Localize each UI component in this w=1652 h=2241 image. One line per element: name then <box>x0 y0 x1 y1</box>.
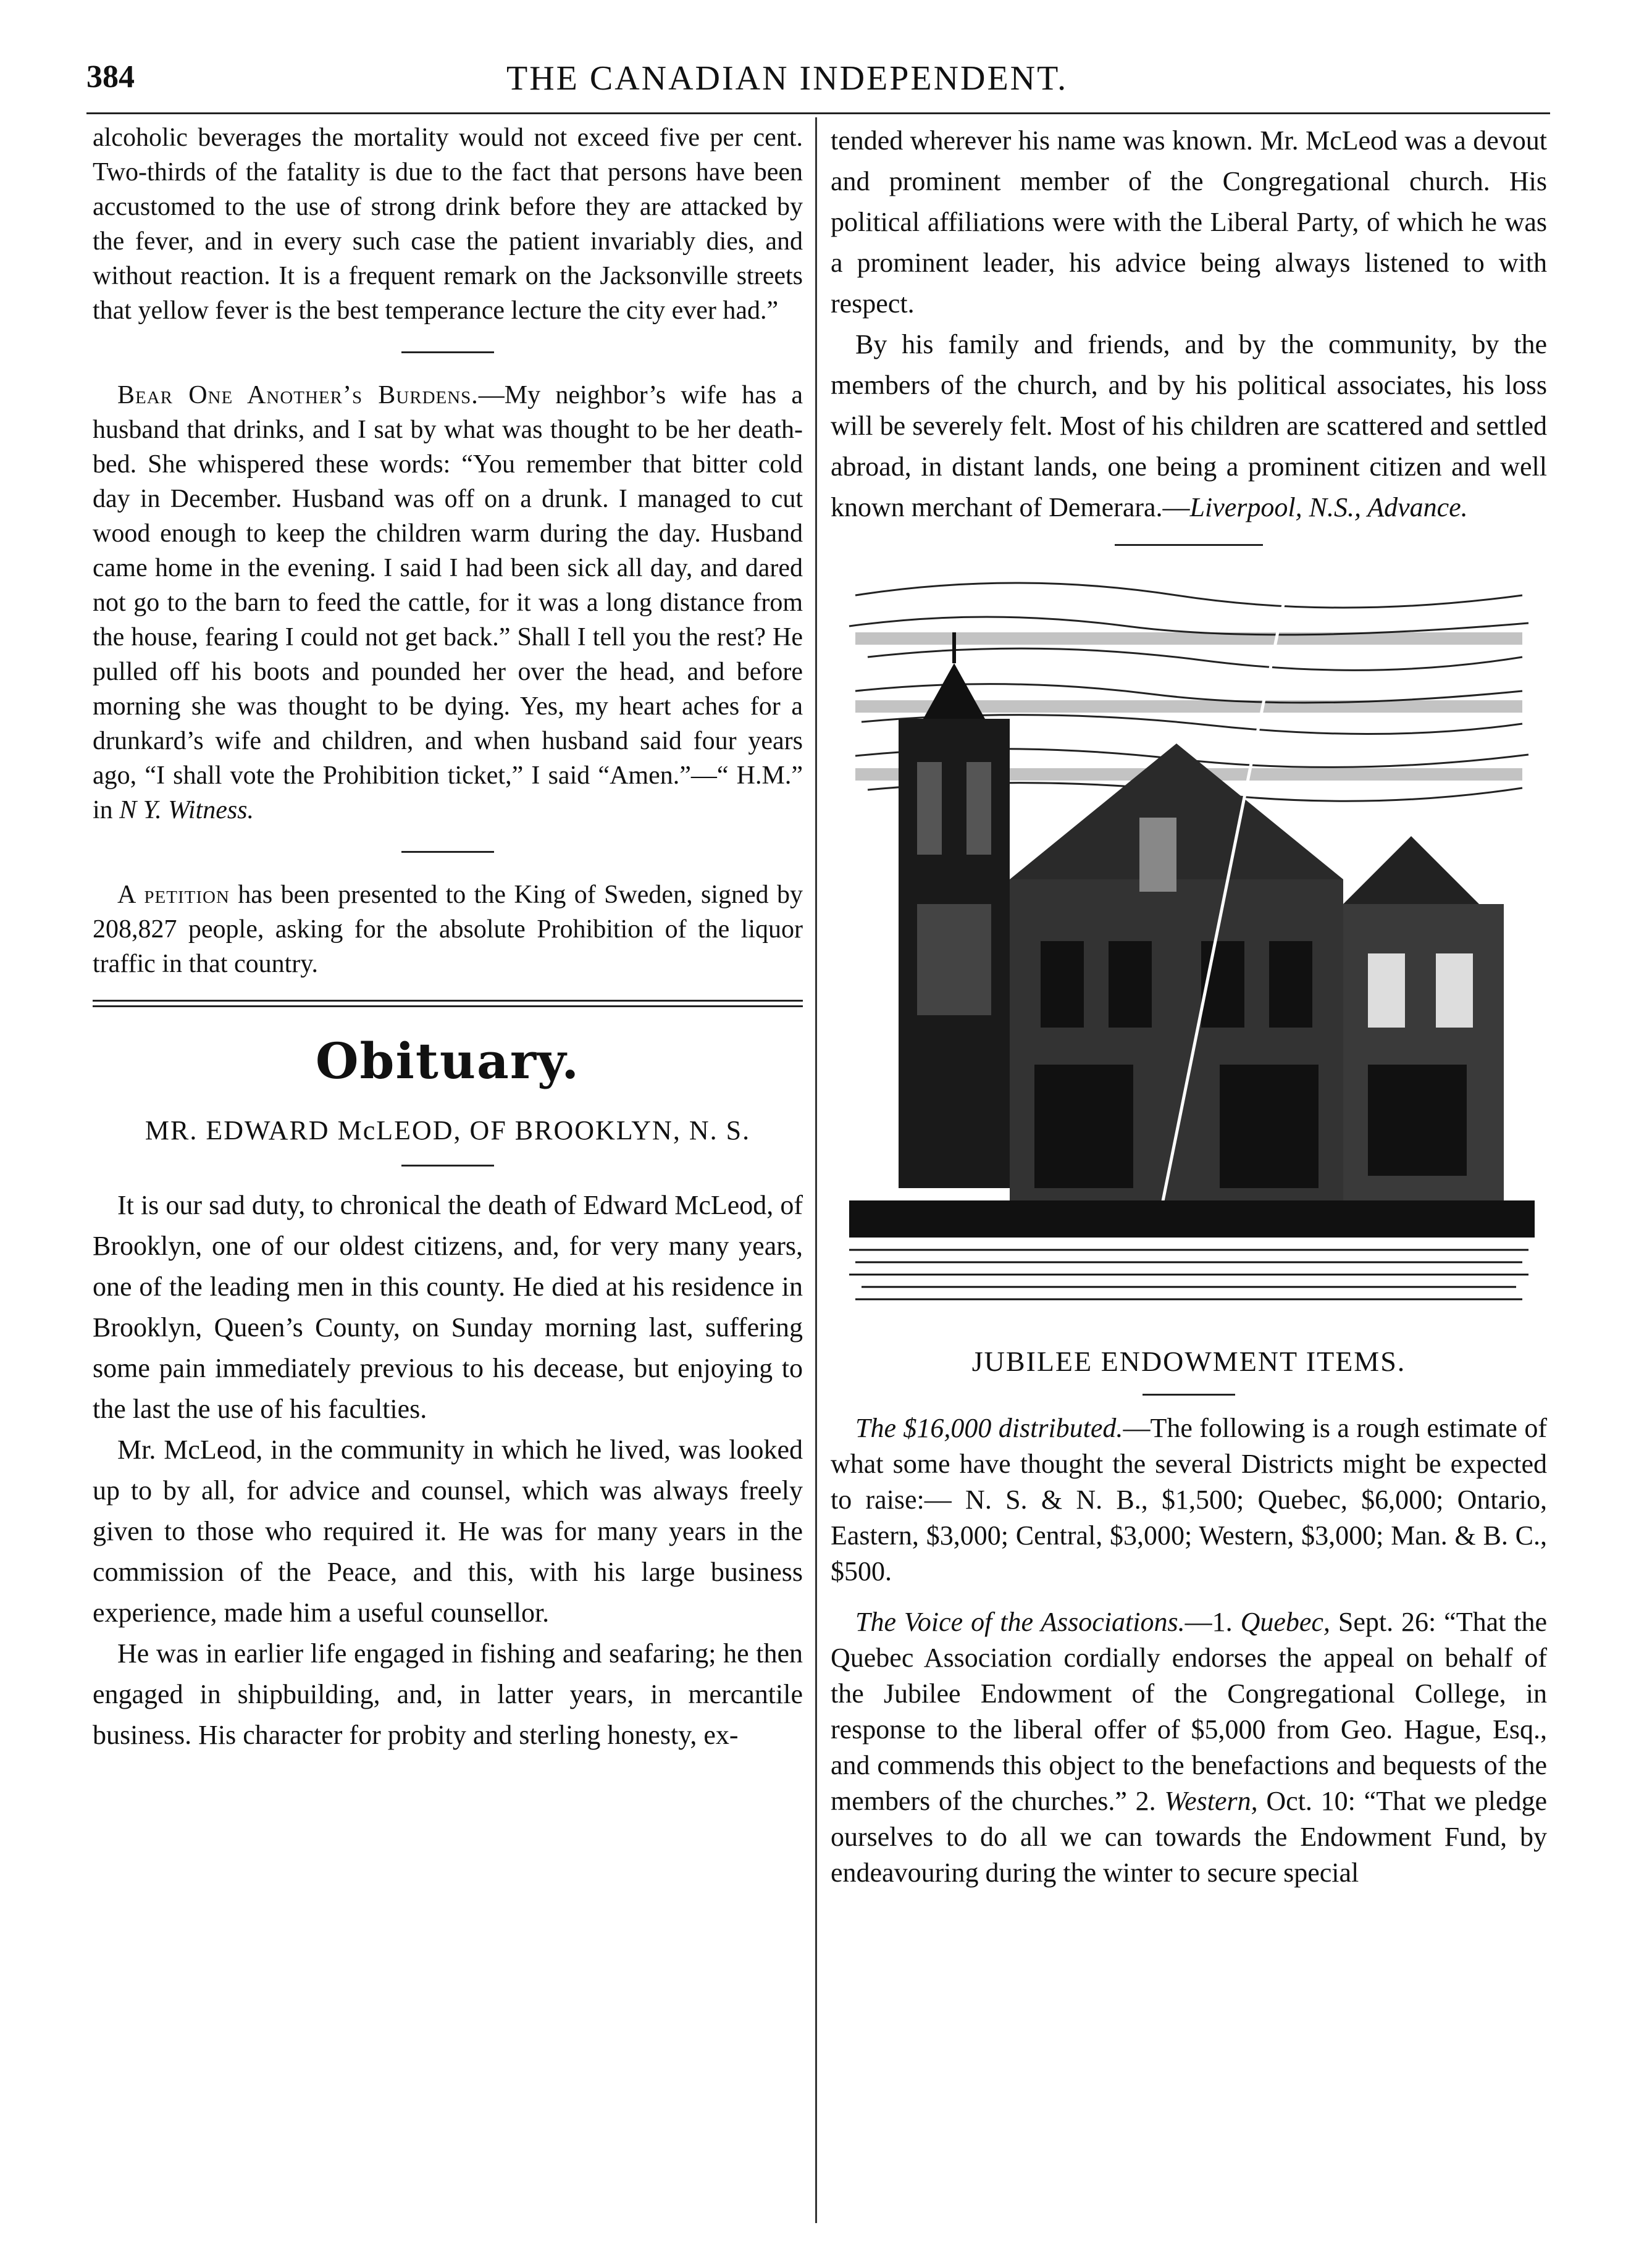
jubilee-item-2-part-b: Sept. 26: “That the Quebec Association cordially endorses the appeal on behalf of the Jubilee Endowment of the Congregational College, in response to the liberal offer of $5,000 from Geo. Hague, Esq., and commends this object to the benefactions and bequests of the members of the churches.” 2. <box>831 1607 1548 1816</box>
double-rule <box>93 1000 803 1007</box>
right-column <box>831 120 1547 1891</box>
burdens-body: —My neighbor’s wife has a husband that drinks, and I sat by what was thought to be her death-bed. She whispered these words: “You remember that bitter cold day in December. Husband was off on a drunk. I managed to cut wood enough to keep the children warm during the day. Husband came home in the evening. I said I had been sick all day, and dared not go to the barn to feed the cattle, for it was a long distance from the house, fearing I could not get back.” Shall I tell you the rest? He pulled off his boots and pounded her over the head, and before morning she was thought to be dying. Yes, my heart aches for a drunkard’s wife and children, and when husband said four years ago, “I shall vote the Prohibition ticket,” I said “Amen.”—“ H.M.” in <box>93 381 803 824</box>
obituary-closing <box>831 324 1547 528</box>
section-rule <box>1143 1394 1235 1396</box>
page-header <box>86 59 1550 108</box>
jubilee-item-2-lead: The Voice of the Associations. <box>855 1607 1185 1637</box>
obituary-paragraph-1: It is our sad duty, to chronical the death of Edward McLeod, of Brooklyn, one of our oldest citizens, and, for very many years, one of the leading men in this county. He died at his residence in Brooklyn, Queen’s County, on Sunday morning last, suffering some pain immediately previous to his decease, but enjoying to the last the use of his faculties. <box>93 1190 803 1424</box>
page-number: 384 <box>86 59 135 94</box>
jubilee-item-1-lead: The $16,000 distributed. <box>855 1413 1123 1443</box>
section-rule <box>401 351 494 353</box>
section-rule <box>401 851 494 853</box>
header-rule <box>86 112 1550 114</box>
obituary-closing-body: By his family and friends, and by the community, by the members of the church, and by his political associates, his loss will be severely felt. Most of his children are scattered and settled abroad, in distant lands, one being a prominent citizen and well known merchant of Demerara.— <box>831 329 1547 522</box>
jubilee-heading: JUBILEE ENDOWMENT ITEMS. <box>971 1346 1406 1377</box>
jubilee-item-2-quebec: Quebec, <box>1240 1607 1330 1637</box>
burdens-heading: Bear One Another’s Burdens. <box>117 381 479 409</box>
jubilee-item-1-body: —The following is a rough estimate of what some have thought the several Districts might be expected to raise:— N. S. & N. B., $1,500; Quebec, $6,000; Ontario, Eastern, $3,000; Central, $3,000; Western, $3,000; Man. & B. C., $500. <box>831 1413 1547 1586</box>
burdens-paragraph <box>93 378 803 827</box>
jubilee-item-2-western: Western, <box>1164 1786 1258 1816</box>
obituary-paragraph-3: He was in earlier life engaged in fishing and seafaring; he then engaged in shipbuilding, and, in latter years, in mercantile business. His character for probity and sterling honesty, ex- <box>93 1638 803 1750</box>
left-column <box>93 120 803 1756</box>
burdens-source: N Y. Witness. <box>119 796 254 824</box>
obituary-heading: Obituary. <box>315 1032 581 1090</box>
jubilee-item-2-part-a: —1. <box>1184 1607 1241 1637</box>
petition-body: has been presented to the King of Sweden, signed by 208,827 people, asking for the absolute Prohibition of the liquor traffic in that country. <box>93 881 803 978</box>
obituary-subhead: MR. EDWARD McLEOD, OF BROOKLYN, N. S. <box>145 1115 751 1146</box>
jubilee-item-2 <box>831 1604 1547 1891</box>
obituary-paragraph-2: Mr. McLeod, in the community in which he lived, was looked up to by all, for advice and counsel, which was always freely given to those who required it. He was for many years in the commission of the Peace, and this, with his large business experience, made him a useful counsellor. <box>93 1435 803 1628</box>
petition-lead: A petition <box>117 881 230 909</box>
section-rule <box>401 1165 494 1167</box>
petition-paragraph <box>93 878 803 981</box>
column-divider <box>815 117 817 2223</box>
jubilee-item-1 <box>831 1410 1547 1590</box>
section-rule <box>1115 544 1263 546</box>
jubilee-item-2-part-c: Oct. 10: “That we pledge ourselves to do all we can towards the Endowment Fund, by endeavouring during the winter to secure special <box>831 1786 1547 1888</box>
obituary-source: Liverpool, N.S., Advance. <box>1189 492 1468 522</box>
publication-title: THE CANADIAN INDEPENDENT. <box>506 59 1068 98</box>
church-building-engraving-icon <box>831 558 1547 1336</box>
temperance-paragraph: alcoholic beverages the mortality would not exceed five per cent. Two-thirds of the fatality is due to the fact that persons have been accustomed to the use of strong drink before they are attacked by the fever, and in every such case the patient invariably dies, and without reaction. It is a frequent remark on the Jacksonville streets that yellow fever is the best temperance lecture the city ever had.” <box>93 124 803 325</box>
obituary-continued: tended wherever his name was known. Mr. McLeod was a devout and prominent member of the Congregational church. His political affiliations were with the Liberal Party, of which he was a prominent leader, his advice being always listened to with respect. <box>831 125 1547 319</box>
